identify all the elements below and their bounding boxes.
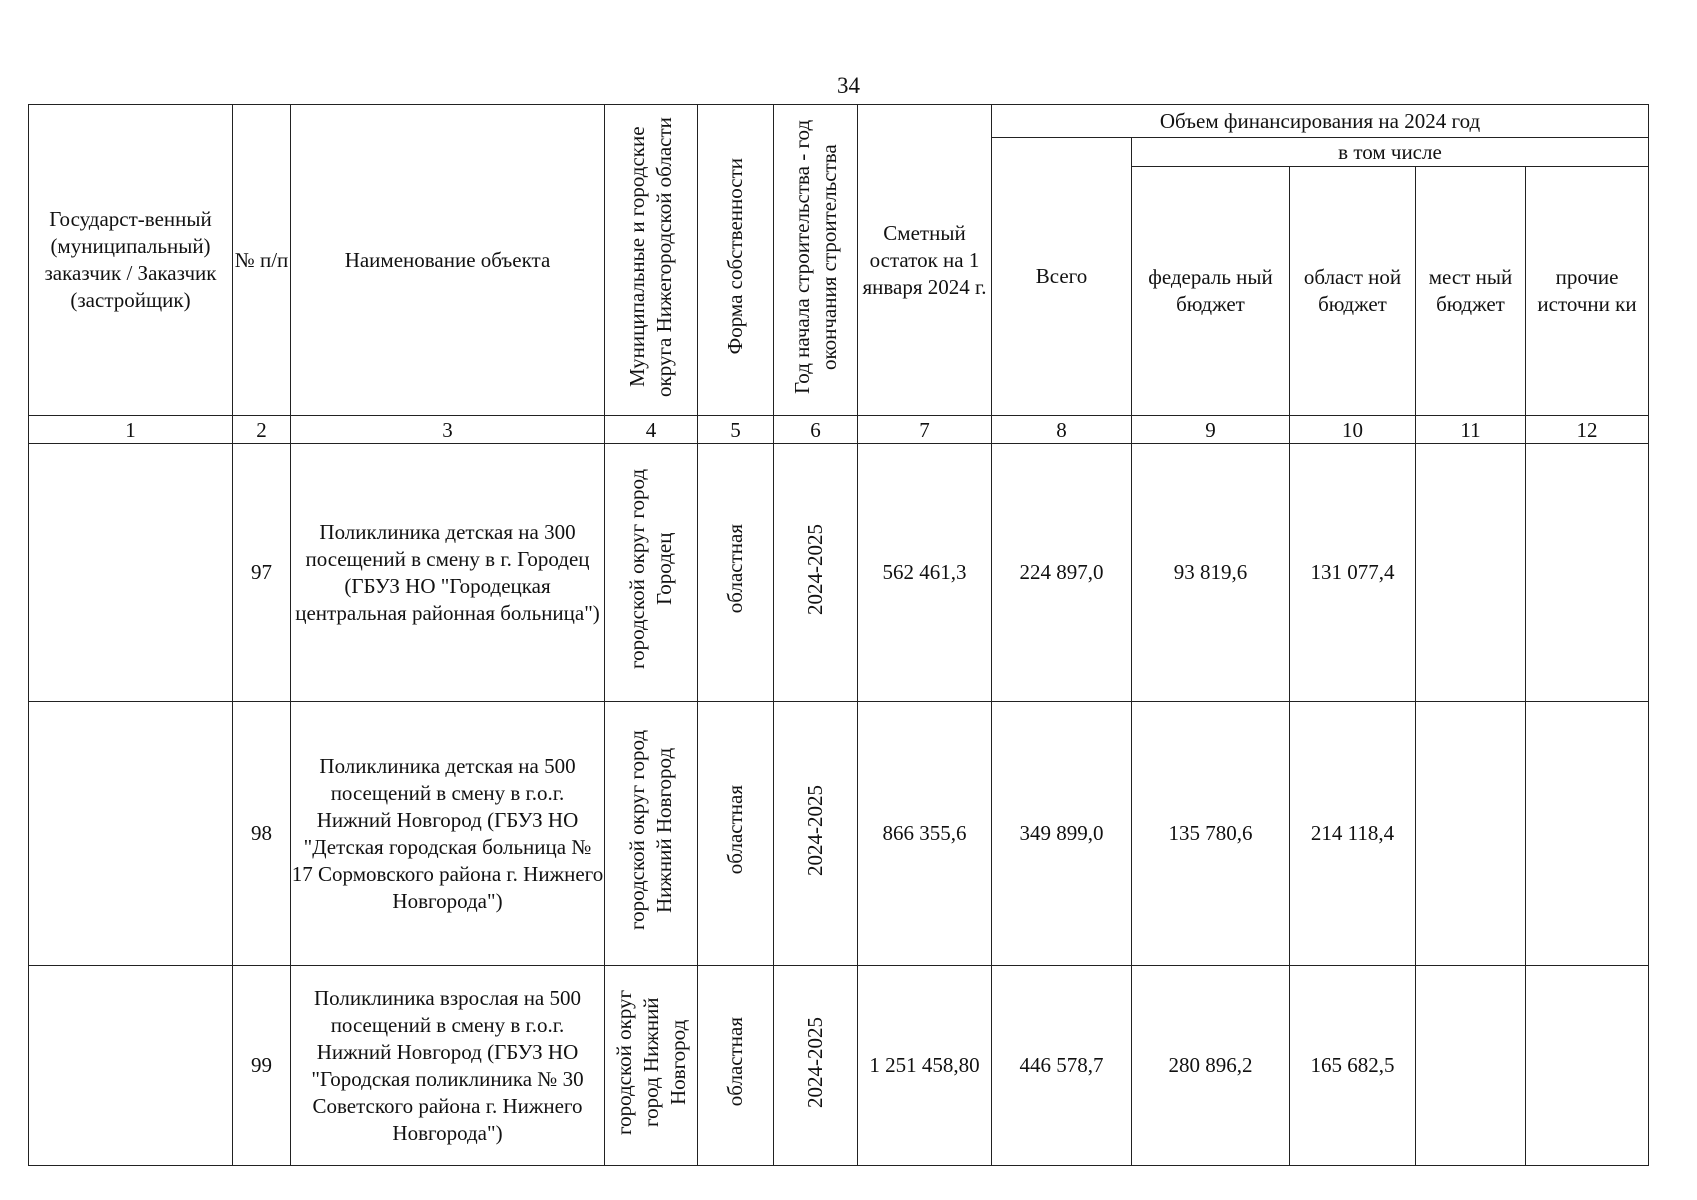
column-index: 5	[698, 416, 774, 444]
row-years-cell	[774, 966, 858, 1166]
row-municipality-cell	[605, 702, 698, 966]
table-row	[29, 444, 1649, 702]
header-number: № п/п	[233, 105, 291, 416]
row-number: 99	[233, 966, 291, 1166]
row-customer	[29, 702, 233, 966]
header-years-cell	[774, 105, 858, 416]
row-estimate: 866 355,6	[858, 702, 992, 966]
row-local	[1416, 966, 1526, 1166]
row-federal: 93 819,6	[1132, 444, 1290, 702]
column-index: 9	[1132, 416, 1290, 444]
row-municipality: городской округ город Нижний Новгород	[611, 989, 690, 1135]
row-municipality-cell	[605, 444, 698, 702]
header-customer: Государст-венный (муниципальный) заказчик / Заказчик (застройщик)	[29, 105, 233, 416]
row-federal: 135 780,6	[1132, 702, 1290, 966]
header-total: Всего	[992, 138, 1132, 416]
header-including: в том числе	[1132, 138, 1649, 167]
column-index-row	[29, 416, 1649, 444]
row-other	[1526, 966, 1649, 1166]
header-ownership: Форма собственности	[723, 158, 747, 355]
column-index: 3	[291, 416, 605, 444]
row-years-cell	[774, 444, 858, 702]
column-index: 7	[858, 416, 992, 444]
header-municipality-cell	[605, 105, 698, 416]
header-local: мест ный бюджет	[1416, 167, 1526, 416]
column-index: 4	[605, 416, 698, 444]
row-ownership-cell	[698, 702, 774, 966]
row-ownership-cell	[698, 966, 774, 1166]
row-years: 2024-2025	[803, 523, 827, 615]
header-other: прочие источни ки	[1526, 167, 1649, 416]
column-index: 2	[233, 416, 291, 444]
row-object-name: Поликлиника детская на 500 посещений в смену в г.о.г. Нижний Новгород (ГБУЗ НО "Детская городская больница № 17 Сормовского района г. Нижнего Новгорода")	[291, 702, 605, 966]
row-object-name: Поликлиника детская на 300 посещений в смену в г. Городец (ГБУЗ НО "Городецкая центральная районная больница")	[291, 444, 605, 702]
header-object-name: Наименование объекта	[291, 105, 605, 416]
row-number: 97	[233, 444, 291, 702]
row-regional: 165 682,5	[1290, 966, 1416, 1166]
column-index: 11	[1416, 416, 1526, 444]
column-index: 8	[992, 416, 1132, 444]
row-estimate: 1 251 458,80	[858, 966, 992, 1166]
row-local	[1416, 702, 1526, 966]
row-municipality: городской округ город Нижний Новгород	[625, 729, 676, 931]
row-ownership: областная	[723, 524, 747, 614]
header-regional: област ной бюджет	[1290, 167, 1416, 416]
row-years: 2024-2025	[803, 784, 827, 876]
row-other	[1526, 702, 1649, 966]
row-number: 98	[233, 702, 291, 966]
header-estimate: Сметный остаток на 1 января 2024 г.	[858, 105, 992, 416]
header-ownership-cell	[698, 105, 774, 416]
header-federal: федераль ный бюджет	[1132, 167, 1290, 416]
row-regional: 214 118,4	[1290, 702, 1416, 966]
header-funding-group: Объем финансирования на 2024 год	[992, 105, 1649, 138]
row-municipality: городской округ город Городец	[625, 468, 676, 670]
header-row-1	[29, 105, 1649, 138]
row-ownership-cell	[698, 444, 774, 702]
row-ownership: областная	[723, 1017, 747, 1107]
row-municipality-cell	[605, 966, 698, 1166]
row-total: 349 899,0	[992, 702, 1132, 966]
header-years: Год начала строительства - год окончания строительства	[789, 119, 841, 394]
row-other	[1526, 444, 1649, 702]
financing-table	[28, 104, 1649, 1166]
row-years: 2024-2025	[803, 1016, 827, 1108]
row-estimate: 562 461,3	[858, 444, 992, 702]
row-total: 224 897,0	[992, 444, 1132, 702]
column-index: 12	[1526, 416, 1649, 444]
table-row	[29, 966, 1649, 1166]
column-index: 1	[29, 416, 233, 444]
row-customer	[29, 966, 233, 1166]
page-number: 34	[837, 73, 860, 98]
table-row	[29, 702, 1649, 966]
row-years-cell	[774, 702, 858, 966]
row-ownership: областная	[723, 785, 747, 875]
column-index: 10	[1290, 416, 1416, 444]
row-federal: 280 896,2	[1132, 966, 1290, 1166]
row-regional: 131 077,4	[1290, 444, 1416, 702]
header-municipality: Муниципальные и городские округа Нижегородской области	[625, 116, 676, 397]
column-index: 6	[774, 416, 858, 444]
row-object-name: Поликлиника взрослая на 500 посещений в смену в г.о.г. Нижний Новгород (ГБУЗ НО "Городская поликлиника № 30 Советского района г. Нижнего Новгорода")	[291, 966, 605, 1166]
row-customer	[29, 444, 233, 702]
row-total: 446 578,7	[992, 966, 1132, 1166]
row-local	[1416, 444, 1526, 702]
